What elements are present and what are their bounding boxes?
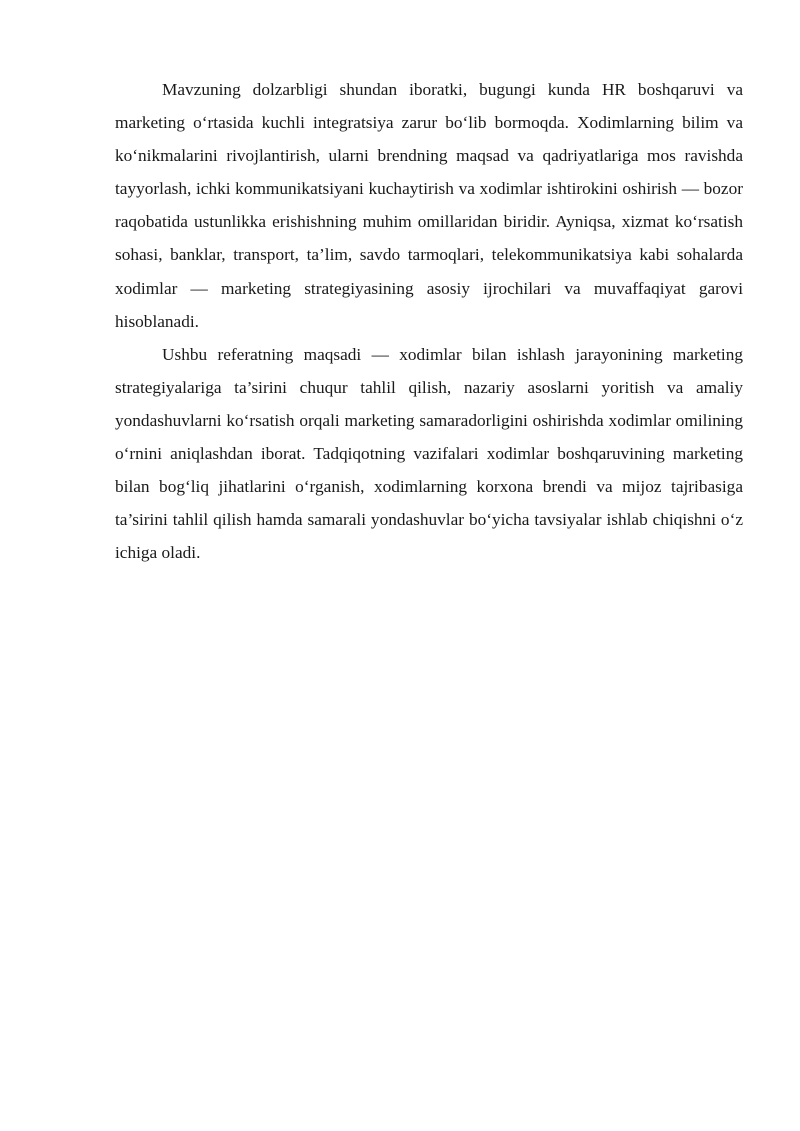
paragraph-relevance: Mavzuning dolzarbligi shundan iboratki, bugungi kunda HR boshqaruvi va marketing o‘rtasida kuchli integratsiya zarur bo‘lib bormoqda. Xodimlarning bilim va ko‘nikmalarini rivojlantirish, ularni brendning maqsad va qadriyatlariga mos ravishda tayyorlash, ichki kommunikatsiyani kuchaytirish va xodimlar ishtirokini oshirish — bozor raqobatida ustunlikka erishishning muhim omillaridan biridir. Ayniqsa, xizmat ko‘rsatish sohasi, banklar, transport, ta’lim, savdo tarmoqlari, telekommunikatsiya kabi sohalarda xodimlar — marketing strategiyasining asosiy ijrochilari va muvaffaqiyat garovi hisoblanadi. (115, 80, 743, 331)
document-body (115, 73, 743, 569)
paragraph-purpose: Ushbu referatning maqsadi — xodimlar bilan ishlash jarayonining marketing strategiyalariga ta’sirini chuqur tahlil qilish, nazariy asoslarni yoritish va amaliy yondashuvlarni ko‘rsatish orqali marketing samaradorligini oshirishda xodimlar omilining o‘rnini aniqlashdan iborat. Tadqiqotning vazifalari xodimlar boshqaruvining marketing bilan bog‘liq jihatlarini o‘rganish, xodimlarning korxona brendi va mijoz tajribasiga ta’sirini tahlil qilish hamda samarali yondashuvlar bo‘yicha tavsiyalar ishlab chiqishni o‘z ichiga oladi. (115, 344, 743, 563)
